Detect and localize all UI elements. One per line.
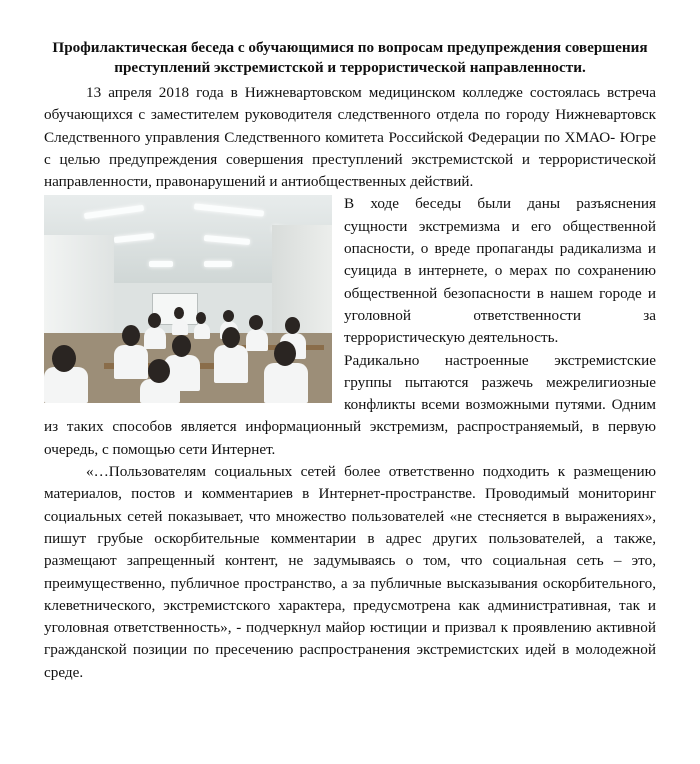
document-page xyxy=(44,38,656,684)
document-title: Профилактическая беседа с обучающимися по вопросам предупреждения совершения преступлений экстремистской и террористической направленности. xyxy=(52,39,648,76)
paragraph-explanations: В ходе беседы были даны разъяснения сущности экстремизма и его общественной опасности, о вреде пропаганды радикализма и суицида в интернете, о мерах по сохранению общественной безопасности в нашем городе и уголовной ответственности за террористическую деятельность. xyxy=(344,195,656,347)
classroom-photo xyxy=(44,195,332,403)
paragraph-quote: «…Пользователям социальных сетей более ответственно подходить к размещению материалов, постов и комментариев в Интернет-пространстве. Проводимый мониторинг социальных сетей показывает, что множество пользователей «не стесняется в выражениях», пишут грубые оскорбительные комментарии в адрес других пользователей, а также, размещают запрещенный контент, не задумываясь о том, что социальная сеть – это, преимущественно, публичное пространство, а за публичные высказывания оскорбительного, клеветнического, экстремистского характера, предусмотрена как административная, так и уголовная ответственность», - подчеркнул майор юстиции и призвал к проявлению активной гражданской позиции по пресечению распространения экстремистских идей в молодежной среде. xyxy=(44,463,656,681)
paragraph-radical-groups: Радикально настроенные экстремистские группы пытаются разжечь межрелигиозные конфликты всеми возможными путями. Одним из таких способов является информационный экстремизм, распространяемый, в первую очередь, с помощью сети Интернет. xyxy=(44,351,656,458)
paragraph-intro: 13 апреля 2018 года в Нижневартовском медицинском колледже состоялась встреча обучающихся с заместителем руководителя следственного отдела по городу Нижневартовск Следственного управления Следственного комитета Российской Федерации по ХМАО- Югре с целью предупреждения совершения преступлений экстремистской и террористической направленности, правонарушений и антиобщественных действий. xyxy=(44,84,656,191)
